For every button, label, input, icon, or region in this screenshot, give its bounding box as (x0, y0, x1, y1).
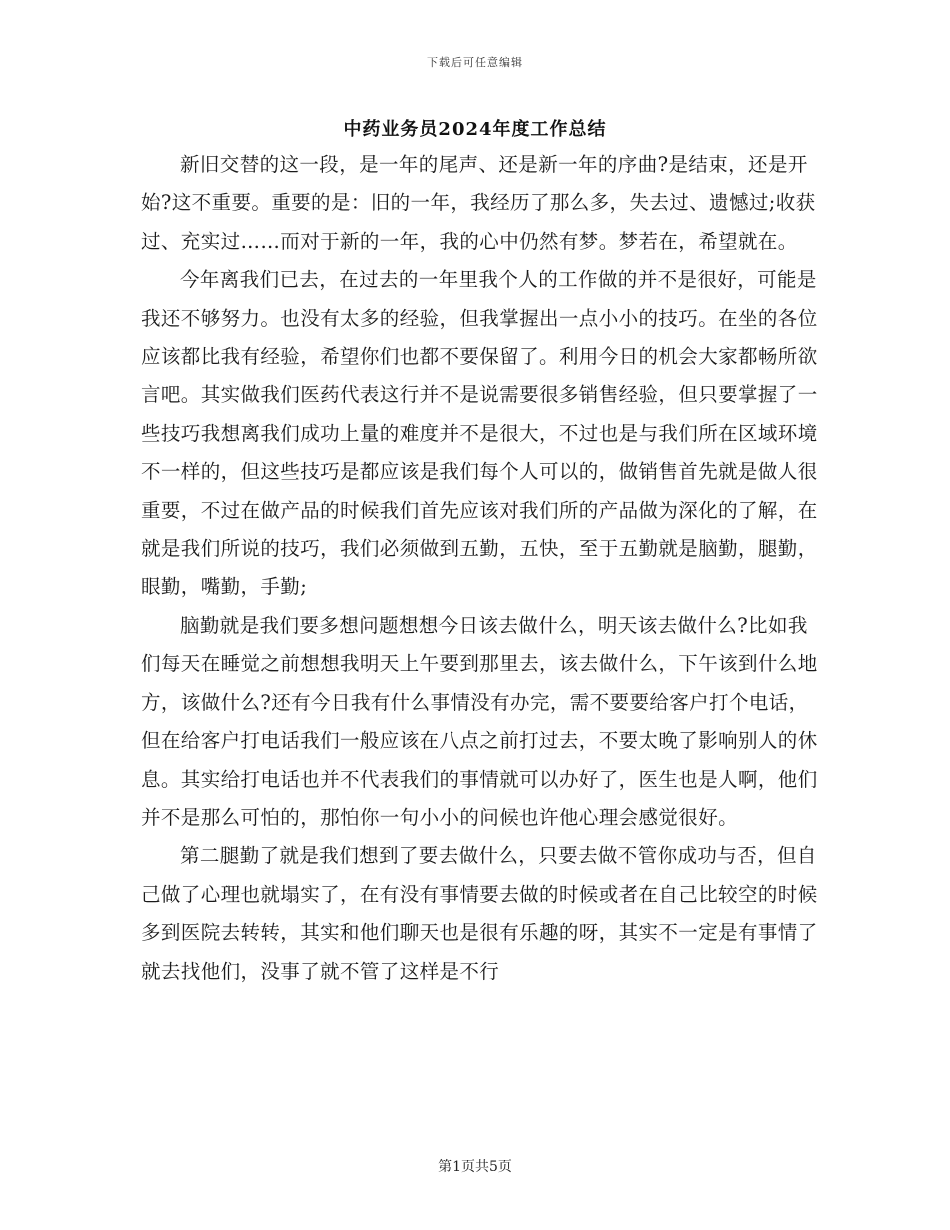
paragraph-3: 脑勤就是我们要多想问题想想今日该去做什么，明天该去做什么?比如我们每天在睡觉之前想想我明天上午要到那里去，该去做什么，下午该到什么地方，该做什么?还有今日我有什么事情没有办完，需不要要给客户打个电话，但在给客户打电话我们一般应该在八点之前打过去，不要太晚了影响别人的休息。其实给打电话也并不代表我们的事情就可以办好了，医生也是人啊，他们并不是那么可怕的，那怕你一句小小的问候也许他心理会感觉很好。 (141, 613, 818, 829)
paragraph-1: 新旧交替的这一段，是一年的尾声、还是新一年的序曲?是结束，还是开始?这不重要。重要的是：旧的一年，我经历了那么多，失去过、遗憾过;收获过、充实过……而对于新的一年，我的心中仍然有梦。梦若在，希望就在。 (141, 153, 816, 253)
document-body (141, 146, 821, 991)
paragraph-2: 今年离我们已去，在过去的一年里我个人的工作做的并不是很好，可能是我还不够努力。也没有太多的经验，但我掌握出一点小小的技巧。在坐的各位应该都比我有经验，希望你们也都不要保留了。利用今日的机会大家都畅所欲言吧。其实做我们医药代表这行并不是说需要很多销售经验，但只要掌握了一些技巧我想离我们成功上量的难度并不是很大，不过也是与我们所在区域环境不一样的，但这些技巧是都应该是我们每个人可以的，做销售首先就是做人很重要，不过在做产品的时候我们首先应该对我们所的产品做为深化的了解，在就是我们所说的技巧，我们必须做到五勤，五快，至于五勤就是脑勤，腿勤，眼勤，嘴勤，手勤; (141, 268, 818, 599)
document-title: 中药业务员2024年度工作总结 (343, 119, 607, 140)
paragraph-4: 第二腿勤了就是我们想到了要去做什么，只要去做不管你成功与否，但自己做了心理也就塌实了，在有没有事情要去做的时候或者在自己比较空的时候多到医院去转转，其实和他们聊天也是很有乐趣的呀，其实不一定是有事情了就去找他们，没事了就不管了这样是不行 (141, 844, 818, 983)
page-number: 第1页共5页 (438, 1159, 512, 1175)
header-note: 下载后可任意编辑 (427, 56, 523, 69)
